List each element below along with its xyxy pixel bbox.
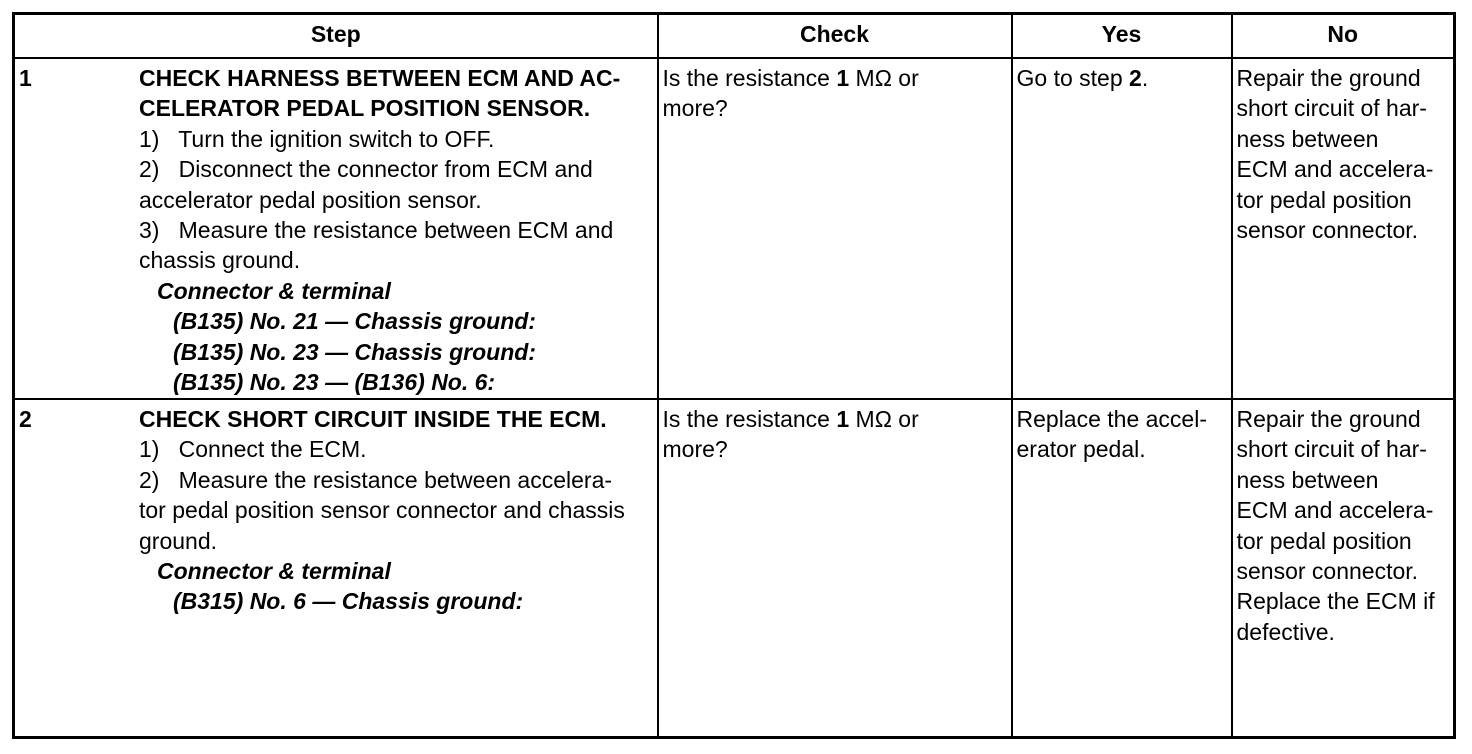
step-number: 1: [19, 65, 32, 91]
no-text-line: tor pedal position: [1236, 527, 1412, 554]
yes-text-line: erator pedal.: [1016, 436, 1146, 463]
no-text-line: tor pedal position: [1236, 186, 1412, 213]
no-text-line: Replace the ECM if: [1236, 588, 1435, 615]
table-row: [14, 399, 1455, 738]
step-instruction: 2) Measure the resistance between accelera-: [139, 466, 613, 493]
no-text-line: sensor connector.: [1236, 558, 1419, 585]
no-text-line: sensor connector.: [1236, 217, 1419, 244]
check-text-line: more?: [662, 95, 728, 122]
step-content: [139, 404, 651, 617]
header-step: Step: [14, 14, 658, 59]
header-row: [14, 14, 1455, 59]
yes-cell: [1012, 399, 1232, 738]
yes-step-ref: 2: [1129, 65, 1142, 91]
no-cell: [1232, 58, 1455, 399]
step-title-line: CELERATOR PEDAL POSITION SENSOR.: [139, 95, 591, 122]
check-text-part: Is the resistance: [662, 406, 837, 432]
step-instruction: 2) Disconnect the connector from ECM and: [139, 156, 593, 183]
step-instruction: 1) Turn the ignition switch to OFF.: [139, 125, 495, 152]
terminal-spec: (B135) No. 23 — Chassis ground:: [173, 338, 536, 365]
check-value: 1: [836, 65, 850, 91]
no-cell: [1232, 399, 1455, 738]
no-text-line: Repair the ground: [1236, 406, 1421, 432]
no-text-line: ness between: [1236, 125, 1379, 152]
no-text-line: ECM and accelera-: [1236, 497, 1434, 524]
step-instruction: chassis ground.: [139, 247, 301, 274]
step-title-line: CHECK HARNESS BETWEEN ECM AND AC-: [139, 65, 621, 91]
header-check: Check: [658, 14, 1012, 59]
yes-cell: [1012, 58, 1232, 399]
no-text-line: ness between: [1236, 466, 1379, 493]
check-text-part: Is the resistance: [662, 65, 837, 91]
no-text-line: short circuit of har-: [1236, 95, 1427, 122]
check-cell: [658, 58, 1012, 399]
step-instruction: 1) Connect the ECM.: [139, 436, 367, 463]
yes-text-line: Replace the accel-: [1016, 406, 1207, 432]
yes-text-part: .: [1141, 65, 1149, 91]
step-instruction: accelerator pedal position sensor.: [139, 186, 482, 213]
diagnostic-table: [12, 12, 1456, 739]
step-cell: [14, 399, 658, 738]
terminal-spec: (B315) No. 6 — Chassis ground:: [173, 588, 524, 615]
step-number: 2: [19, 406, 32, 432]
step-title-line: CHECK SHORT CIRCUIT INSIDE THE ECM.: [139, 406, 607, 432]
no-text-line: defective.: [1236, 618, 1335, 645]
header-no: No: [1232, 14, 1455, 59]
connector-label: Connector & terminal: [157, 558, 391, 585]
step-instruction: 3) Measure the resistance between ECM and: [139, 217, 614, 244]
check-value: 1: [836, 406, 850, 432]
check-text: [663, 63, 1007, 93]
no-text-line: short circuit of har-: [1236, 436, 1427, 463]
check-text: [663, 404, 1007, 434]
header-yes: Yes: [1012, 14, 1232, 59]
step-instruction: ground.: [139, 527, 218, 554]
yes-text-part: Go to step: [1016, 65, 1130, 91]
no-text-line: Repair the ground: [1236, 65, 1421, 91]
terminal-spec: (B135) No. 23 — (B136) No. 6:: [173, 369, 496, 396]
step-instruction: tor pedal position sensor connector and chassis: [139, 497, 625, 524]
terminal-spec: (B135) No. 21 — Chassis ground:: [173, 308, 536, 335]
connector-label: Connector & terminal: [157, 277, 391, 304]
check-text-part: MΩ or: [849, 65, 919, 91]
step-cell: [14, 58, 658, 399]
check-text-line: more?: [662, 436, 728, 463]
no-text-line: ECM and accelera-: [1236, 156, 1434, 183]
table-row: [14, 58, 1455, 399]
yes-text: [1017, 63, 1227, 93]
check-cell: [658, 399, 1012, 738]
check-text-part: MΩ or: [849, 406, 919, 432]
step-content: [139, 63, 651, 397]
